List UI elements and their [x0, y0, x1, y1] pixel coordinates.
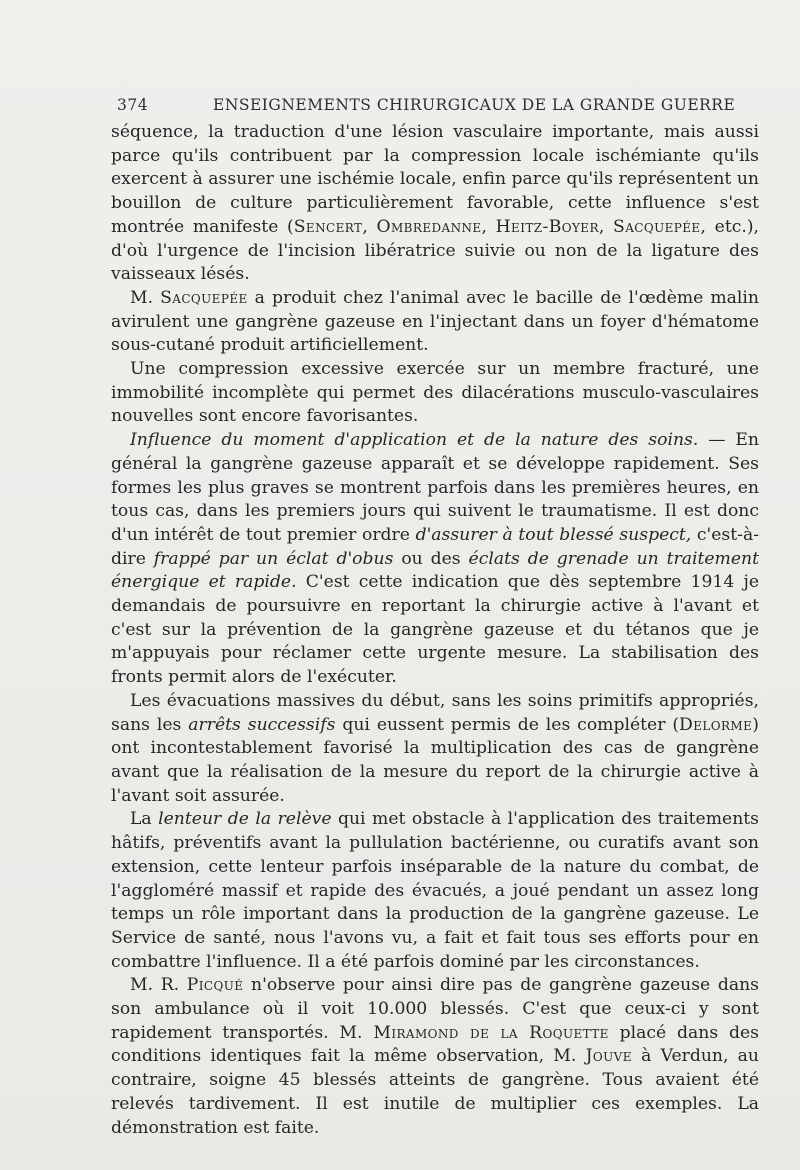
text-span: Les évacuations massives du début, sans les soins primitifs appropriés, sans les: [111, 690, 759, 735]
emphasis: lenteur de la relève: [158, 809, 332, 830]
emphasis: d'assurer à tout blessé suspect,: [415, 524, 692, 545]
body-text: [111, 121, 759, 1140]
author-name: Sacquepée: [160, 287, 248, 308]
emphasis: frappé par un éclat d'obus: [153, 548, 394, 569]
text-span: La: [130, 809, 159, 830]
text-span: C'est cette indication que dès septembre 1914 je demandais de poursuivre en reportant la chirurgie active à l'avant et c'est sur la prévention de la gangrène gazeuse et du tétanos que je m'appuyais pour réclamer cette urgente mesure. La stabilisation des fronts permit alors de l'exécuter.: [111, 572, 759, 688]
text-span: a produit chez l'animal avec le bacille de l'œdème malin avirulent une gangrène gazeuse en l'injectant dans un foyer d'hématome sous-cutané produit artificiellement.: [111, 287, 759, 356]
text-span: — En général la gangrène gazeuse apparaît et se développe rapidement. Ses formes les plus graves se montrent parfois dans les premières heures, en tous cas, dans les premiers jours qui suivent le traumatisme. Il est donc d'un intérêt de tout premier ordre: [111, 430, 759, 545]
paragraph-4: [111, 429, 759, 690]
text-span: ,: [481, 216, 496, 237]
author-name: Heitz-Boyer: [495, 216, 599, 237]
paragraph-3: [111, 358, 759, 429]
text-span: ,: [362, 216, 377, 237]
text-span: ou des: [393, 548, 469, 569]
emphasis: arrêts successifs: [188, 714, 336, 735]
text-span: M. R.: [130, 975, 187, 996]
author-name: Delorme: [679, 714, 753, 735]
text-span: c'est-à-dire: [111, 524, 759, 569]
text-span: M.: [130, 287, 161, 308]
paragraph-5: [111, 690, 759, 809]
paragraph-2: [111, 287, 759, 358]
paragraph-6: [111, 808, 759, 974]
text-span: , etc.), d'où l'urgence de l'incision libératrice suivie ou non de la ligature des vaisseaux lésés.: [111, 216, 760, 285]
author-name: Sacquepée: [613, 216, 701, 237]
section-heading: Influence du moment d'application et de la nature des soins.: [130, 430, 699, 451]
text-span: qui eussent permis de les compléter (: [335, 714, 680, 735]
text-span: n'observe pour ainsi dire pas de gangrène gazeuse dans son ambulance où il voit 10.000 blessés. C'est que ceux-ci y sont rapidement transportés. M.: [111, 975, 759, 1043]
author-name: Ombredanne: [376, 216, 482, 237]
text-span: ,: [598, 216, 614, 237]
text-span: séquence, la traduction d'une lésion vasculaire importante, mais aussi parce qu'ils contribuent par la compression locale ischémiante qu'ils exercent à assurer une ischémie locale, enfin parce qu'ils représentent un bouillon de culture particulièrement favorable, cette influence s'est montrée manifeste (: [111, 122, 759, 237]
page-number: 374: [117, 96, 149, 114]
text-span: à Verdun, au contraire, soigne 45 blessés atteints de gangrène. Tous avaient été relevés tardivement. Il est inutile de multiplier ces exemples. La démonstration est faite.: [111, 1046, 759, 1138]
text-span: qui met obstacle à l'application des traitements hâtifs, préventifs avant la pullulation bactérienne, ou curatifs avant son extension, cette lenteur parfois inséparable de la nature du combat, de l'aggloméré massif et rapide des évacués, a joué pendant un assez long temps un rôle important dans la production de la gangrène gazeuse. Le Service de santé, nous l'avons vu, a fait et fait tous ses efforts pour en combattre l'influence. Il a été parfois dominé par les circonstances.: [111, 809, 759, 972]
emphasis: éclats de grenade un traitement énergique et rapide.: [111, 548, 759, 593]
text-span: ) ont incontestablement favorisé la multiplication des cas de gangrène avant que la réalisation de la mesure du report de la chirurgie active à l'avant soit assurée.: [111, 714, 759, 806]
paragraph-7: [111, 974, 759, 1140]
author-name: Jouve: [585, 1046, 632, 1067]
paragraph-1: [111, 121, 759, 287]
text-span: Une compression excessive exercée sur un membre fracturé, une immobilité incomplète qui permet des dilacérations musculo-vasculaires nouvelles sont encore favorisantes.: [111, 359, 759, 427]
author-name: Sencert: [293, 216, 363, 237]
author-name: Picqué: [186, 975, 244, 996]
author-name: Miramond de la Roquette: [373, 1022, 609, 1043]
text-span: placé dans des conditions identiques fait la même observation, M.: [111, 1022, 759, 1067]
running-title: ENSEIGNEMENTS CHIRURGICAUX DE LA GRANDE GUERRE: [213, 96, 736, 114]
